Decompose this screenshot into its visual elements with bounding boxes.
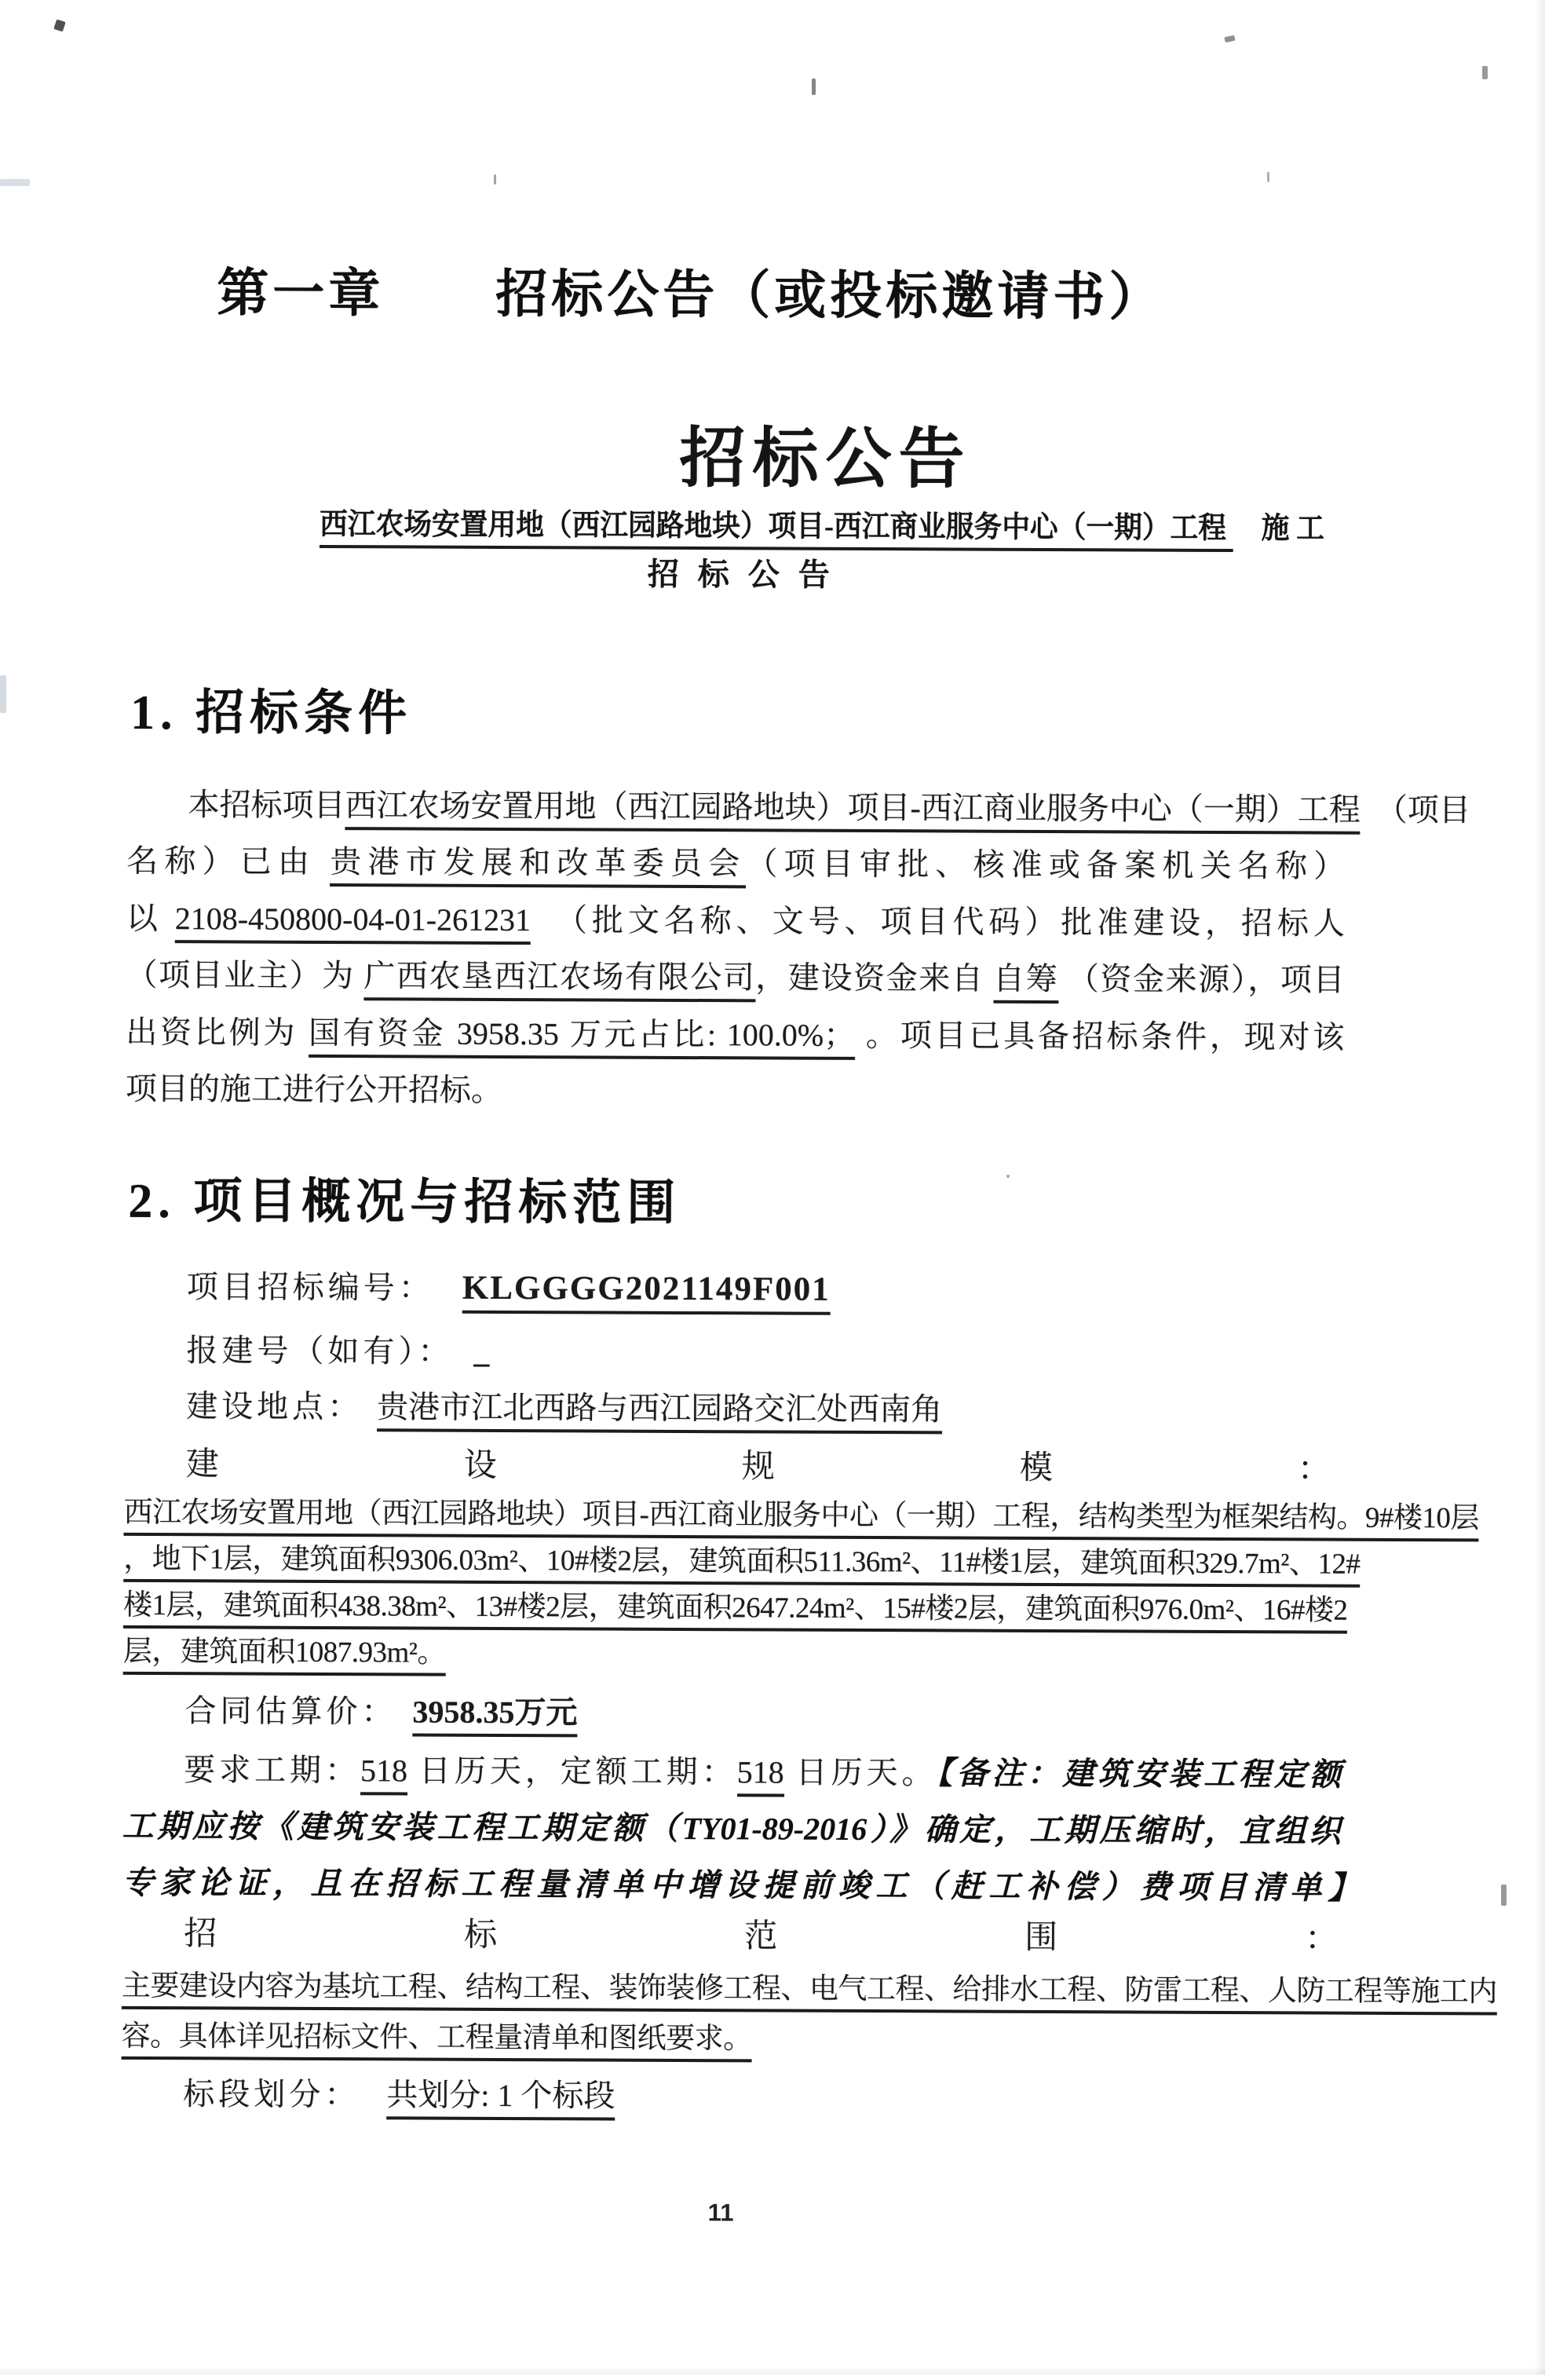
notice-subtitle: 招 标 公 告 bbox=[647, 556, 835, 593]
underlined-value: 广西农垦西江农场有限公司 bbox=[363, 958, 755, 1002]
underlined-value: 贵港市发展和改革委员会 bbox=[330, 844, 746, 888]
scale-line bbox=[123, 1494, 1479, 1537]
text-segment: 。项目已具备招标条件，现对该 bbox=[855, 1017, 1345, 1055]
text-segment: 名称）已由 bbox=[126, 843, 331, 880]
location-label: 建设地点： bbox=[186, 1388, 363, 1425]
body-line bbox=[126, 953, 1344, 1003]
text-segment: 施 工 bbox=[1233, 512, 1325, 546]
body-line bbox=[126, 783, 1470, 832]
underlined-text: 楼1层，建筑面积438.38m²、13#楼2层，建筑面积2647.24m²、15#楼2层，建筑面积976.0m²、16#楼2 bbox=[123, 1589, 1348, 1634]
text-segment: 项目的施工进行公开招标。 bbox=[125, 1070, 503, 1108]
underlined-text: 层，建筑面积1087.93m²。 bbox=[123, 1636, 446, 1676]
section1-heading: 1. 招标条件 bbox=[130, 685, 413, 741]
page-edge-shadow bbox=[1534, 0, 1545, 2375]
page-number: 11 bbox=[707, 2199, 734, 2227]
chapter-title: 第一章 招标公告（或投标邀请书） bbox=[217, 263, 1165, 326]
filing-number-label: 报建号（如有）： bbox=[186, 1333, 454, 1369]
text-segment: （项目业主）为 bbox=[126, 956, 364, 994]
scope-line bbox=[121, 1967, 1498, 2012]
tender-number-value: KLGGGG2021149F001 bbox=[462, 1270, 831, 1315]
lot-division-label: 标段划分： bbox=[183, 2076, 360, 2113]
scale-line bbox=[122, 1587, 1348, 1630]
text-segment: 日历天。 bbox=[783, 1754, 937, 1791]
duration-line bbox=[122, 1804, 1341, 1855]
underlined-value: 国有资金 3958.35 万元占比: 100.0%； bbox=[309, 1015, 855, 1060]
text-segment: 以 bbox=[126, 900, 175, 937]
text-segment: 日历天，定额工期： bbox=[407, 1753, 737, 1790]
text-segment: （项目 bbox=[1360, 792, 1470, 828]
underlined-value: 西江农场安置用地（西江园路地块）项目-西江商业服务中心（一期）工程 bbox=[345, 788, 1361, 835]
filing-number-line bbox=[124, 1329, 1404, 1378]
text-segment: （批文名称、文号、项目代码）批准建设，招标人 bbox=[530, 902, 1345, 941]
location-value: 贵港市江北西路与西江园路交汇处西南角 bbox=[377, 1389, 942, 1434]
underlined-text: 主要建设内容为基坑工程、结构工程、装饰装修工程、电气工程、给排水工程、防雷工程、人防工程等施工内 bbox=[122, 1970, 1497, 2016]
underlined-text: 容。具体详见招标文件、工程量清单和图纸要求。 bbox=[122, 2020, 752, 2063]
body-line bbox=[126, 1011, 1344, 1060]
scale-line bbox=[123, 1541, 1361, 1584]
tender-number-label: 项目招标编号： bbox=[186, 1269, 434, 1306]
underlined-value: 518 bbox=[737, 1754, 784, 1797]
body-line bbox=[126, 839, 1345, 889]
scale-line bbox=[123, 1633, 1342, 1676]
notice-title: 招标公告 bbox=[679, 422, 972, 497]
section2-heading: 2. 项目概况与招标范围 bbox=[128, 1174, 681, 1230]
underlined-value: 518 bbox=[360, 1753, 407, 1795]
note-text: 【备注：建筑安装工程定额 bbox=[937, 1755, 1342, 1793]
estimate-label: 合同估算价： bbox=[184, 1693, 397, 1730]
filing-number-blank: _ bbox=[473, 1333, 490, 1369]
duration-line bbox=[122, 1747, 1341, 1798]
lot-division-value: 共划分: 1 个标段 bbox=[386, 2077, 615, 2120]
text-segment: 出资比例为 bbox=[126, 1014, 309, 1051]
note-text: 工期应按《建筑安装工程工期定额（TY01-89-2016）》确定，工期压缩时，宜组织 bbox=[122, 1808, 1341, 1849]
underlined-text: 西江农场安置用地（西江园路地块）项目-西江商业服务中心（一期）工程，结构类型为框架结构。9#楼10层 bbox=[123, 1497, 1479, 1542]
estimate-value: 3958.35万元 bbox=[412, 1694, 577, 1737]
scope-label-line: 招 标 范 围 ： bbox=[184, 1916, 1339, 1958]
text-segment: ，建设资金来自 bbox=[755, 960, 994, 996]
tender-number-line bbox=[125, 1265, 1405, 1314]
text-segment: （项目审批、核准或备案机关名称） bbox=[746, 846, 1346, 884]
page-edge-shadow bbox=[0, 2367, 1545, 2375]
underlined-value: 西江农场安置用地（西江园路地块）项目-西江商业服务中心（一期）工程 bbox=[320, 508, 1233, 552]
lot-division-line bbox=[121, 2072, 1401, 2122]
location-line bbox=[124, 1384, 1404, 1434]
underlined-text: ，地下1层，建筑面积9306.03m²、10#楼2层，建筑面积511.36m²、11#楼1层，建筑面积329.7m²、12# bbox=[123, 1543, 1360, 1588]
body-line bbox=[126, 897, 1345, 946]
scope-line bbox=[122, 2017, 1340, 2062]
note-text: 专家论证，且在招标工程量清单中增设提前竣工（赶工补偿）费项目清单】 bbox=[122, 1864, 1366, 1906]
text-segment: 要求工期： bbox=[184, 1752, 361, 1789]
body-line bbox=[126, 1067, 1344, 1117]
underlined-value: 自筹 bbox=[993, 961, 1058, 1004]
duration-line bbox=[122, 1860, 1366, 1911]
underlined-value: 2108-450800-04-01-261231 bbox=[175, 901, 531, 945]
text-segment: （资金来源），项目 bbox=[1058, 961, 1345, 998]
estimate-line bbox=[122, 1689, 1403, 1738]
text-segment: 本招标项目 bbox=[188, 787, 345, 824]
scale-label-line: 建 设 规 模 ： bbox=[185, 1446, 1331, 1488]
project-title-line bbox=[320, 499, 1324, 547]
